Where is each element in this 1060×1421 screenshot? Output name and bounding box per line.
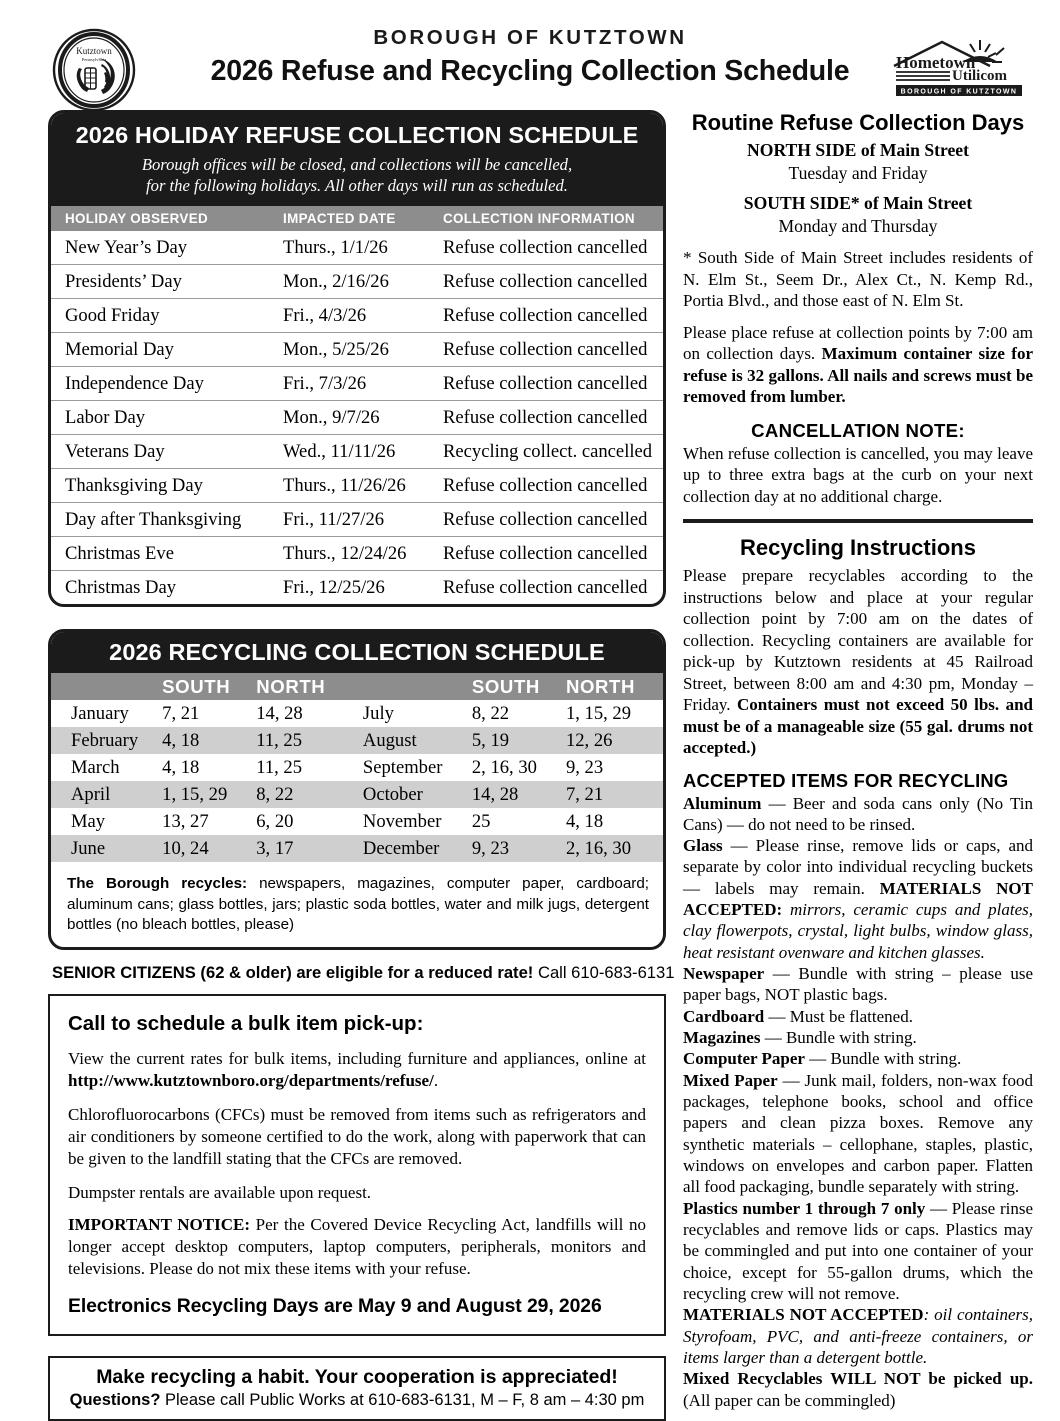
content-columns [0,110,1060,1421]
holiday-date: Wed., 11/11/26 [269,435,429,469]
hometown-utilicom-logo-icon [892,36,1026,100]
holiday-info: Refuse collection cancelled [429,469,663,503]
plastics-label: Plastics number 1 through 7 only [683,1198,926,1218]
bulk-heading: Call to schedule a bulk item pick-up: [68,1011,424,1035]
holiday-date: Fri., 11/27/26 [269,503,429,537]
recycling-month: September [362,756,443,778]
footer-questions-text: Please call Public Works at 610-683-6131, M – F, 8 am – 4:30 pm [160,1390,645,1409]
holiday-subtitle-line1: Borough offices will be closed, and collections will be cancelled, [141,155,573,174]
cardboard-text: — Must be flattened. [764,1006,913,1026]
mixed-paper-text: — Junk mail, folders, non-wax food packages, telephone books, school and office papers and clean pizza boxes. Remove any synthetic materials – cellophane, staples, plastic, windows on envelopes and carbon paper. Flatten all food packaging, bundle separately with string. [683,1070,1034,1197]
bulk-important-notice [68,1214,646,1280]
table-row [51,503,663,537]
magazines-text: — Bundle with string. [760,1028,917,1048]
mixed-paper-label: Mixed Paper [683,1070,778,1090]
holiday-date: Mon., 2/16/26 [269,265,429,299]
table-row [51,469,663,503]
accepted-item-mixed-paper [683,1070,1033,1198]
recycling-south-dates: 1, 15, 29 [162,781,256,808]
recycling-south-dates: 25 [471,810,491,832]
holiday-name: Independence Day [51,367,269,401]
recycling-table [51,673,663,862]
recycling-month: December [363,835,472,862]
recycling-month: January [71,702,129,724]
table-row [51,333,663,367]
holiday-date: Thurs., 12/24/26 [269,537,429,571]
holiday-name: Veterans Day [51,435,269,469]
south-side-footnote: * South Side of Main Street includes residents of N. Elm St., Seem Dr., Alex Ct., N. Kemp Rd., Portia Blvd., and those east of N. Elm St. [683,248,1033,310]
holiday-date: Mon., 9/7/26 [269,401,429,435]
holiday-info: Refuse collection cancelled [429,367,663,401]
south-side-info [683,193,1033,237]
recycling-month: February [51,727,162,754]
holiday-name: Christmas Eve [51,537,269,571]
recycling-south-dates: 14, 28 [472,781,566,808]
right-column [683,110,1033,1411]
recycling-north-dates: 11, 25 [256,756,303,778]
mixed-recyclables-notice [683,1368,1033,1411]
recycling-container-limits: Containers must not exceed 50 lbs. and must be of a manageable size (55 gal. drums not accepted.) [683,695,1034,757]
recycling-month: March [71,756,120,778]
aluminum-text: — Beer and soda cans only (No Tin Cans) — do not need to be rinsed. [683,793,1033,834]
recycling-north-dates: 6, 20 [256,810,294,832]
recycling-col-header-blank1 [51,673,162,700]
north-side-info [683,140,1033,184]
recycling-schedule-box [48,629,666,949]
holiday-subtitle-line2: for the following holidays. All other days will run as scheduled. [146,176,568,196]
recycling-north-dates: 7, 21 [566,781,663,808]
recycling-south-dates: 13, 27 [162,810,209,832]
holiday-schedule-box [48,110,666,607]
bulk-item-pickup-box [48,994,666,1336]
important-notice-text: Per the Covered Device Recycling Act, landfills will no longer accept desktop computers, laptop computers, peripherals, monitors and televisions. Please do not mix these items with your refuse. [68,1215,646,1279]
cancellation-note-heading: CANCELLATION NOTE: [751,419,965,441]
holiday-table [51,206,663,604]
cardboard-label: Cardboard [683,1006,765,1026]
recycling-north-dates: 2, 16, 30 [566,835,663,862]
holiday-name: New Year’s Day [51,231,269,265]
mixed-recyclables-rest: (All paper can be commingled) [683,1390,896,1410]
table-row [51,754,663,781]
holiday-info: Refuse collection cancelled [429,333,663,367]
footer-slogan: Make recycling a habit. Your cooperation is appreciated! [96,1365,618,1388]
senior-phone-text: Call 610-683-6131 [533,962,675,982]
computer-paper-text: — Bundle with string. [804,1049,962,1069]
table-row [51,537,663,571]
accepted-item-computer-paper [683,1048,1033,1069]
recycling-month: July [362,702,394,724]
recycling-south-dates: 4, 18 [162,727,256,754]
holiday-info: Refuse collection cancelled [429,537,663,571]
recycling-south-dates: 8, 22 [471,702,510,724]
senior-citizens-notice [52,962,675,983]
glass-not-accepted-items: mirrors, ceramic cups and plates, clay flowerpots, crystal, light bulbs, window glass, heat resistant ovenware and kitchen glasses. [683,900,1033,962]
table-row [51,401,663,435]
table-row [51,700,663,727]
borough-recycles-note [51,862,663,946]
holiday-name: Thanksgiving Day [51,469,269,503]
plastics-text: — Please rinse recyclables and remove lids or caps. Plastics may be commingled and put into one container of your choice, except for 55-gallon drums, which the recycling crew will not remove. [683,1198,1033,1304]
holiday-info: Refuse collection cancelled [429,401,663,435]
recycling-intro-text: Please prepare recyclables according to the instructions below and place at your regular collection point by 7:00 am on the dates of collection. Recycling containers are available for pick-up by Kutztown residents at 45 Railroad Street, between 8:00 am and 4:30 pm, Monday – Friday. [683,566,1033,714]
accepted-item-newspaper [683,963,1033,1006]
senior-bold-text: SENIOR CITIZENS (62 & older) are eligible for a reduced rate! [52,962,534,982]
recycling-north-dates: 14, 28 [256,702,303,724]
borough-recycles-text: newspapers, magazines, computer paper, cardboard; aluminum cans; glass bottles, jars; plastic soda bottles, water and milk jugs, detergent bottles (no bleach bottles, please) [67,875,649,933]
routine-collection-heading: Routine Refuse Collection Days [691,110,1025,135]
important-notice-label: IMPORTANT NOTICE: [68,1215,250,1235]
holiday-date: Thurs., 1/1/26 [269,231,429,265]
table-row [51,299,663,333]
holiday-col-header-info: COLLECTION INFORMATION [429,206,663,231]
table-row [51,367,663,401]
accepted-item-magazines [683,1027,1033,1048]
table-row [51,727,663,754]
holiday-date: Fri., 4/3/26 [269,299,429,333]
mixed-recyclables-bold: Mixed Recyclables WILL NOT be picked up. [683,1369,1033,1389]
holiday-info: Refuse collection cancelled [429,265,663,299]
bulk-rates-url[interactable]: http://www.kutztownboro.org/departments/refuse/ [68,1070,434,1090]
kutztown-borough-seal-icon [52,28,136,112]
holiday-date: Fri., 7/3/26 [269,367,429,401]
section-divider [683,519,1033,523]
plastics-not-accepted-items: : oil containers, Styrofoam, PVC, and anti-freeze containers, or items larger than a detergent bottle. [683,1305,1033,1368]
recycling-north-dates: 12, 26 [566,727,663,754]
svg-text:Hometown: Hometown [896,53,976,72]
recycling-south-dates: 7, 21 [162,702,200,724]
recycling-box-title: 2026 RECYCLING COLLECTION SCHEDULE [109,639,605,666]
holiday-name: Good Friday [51,299,269,333]
recycling-north-dates: 11, 25 [256,727,363,754]
recycling-month: November [362,810,442,832]
electronics-recycling-days: Electronics Recycling Days are May 9 and August 29, 2026 [68,1294,602,1317]
svg-text:Pennsylvania: Pennsylvania [81,57,107,62]
recycling-month: May [71,810,106,832]
recycling-south-dates: 4, 18 [162,756,200,778]
svg-text:Utilicom: Utilicom [952,68,1007,84]
holiday-name: Day after Thanksgiving [51,503,269,537]
refuse-placement-paragraph [683,322,1033,408]
borough-line: BOROUGH OF KUTZTOWN [373,26,687,49]
plastics-not-accepted-label: MATERIALS NOT ACCEPTED [683,1305,924,1325]
holiday-info: Refuse collection cancelled [443,576,648,598]
newspaper-label: Newspaper [683,964,765,984]
refuse-placement-text: Please place refuse at collection points by 7:00 am on collection days. [683,322,1033,363]
recycling-table-header-row [51,673,663,700]
bulk-cfc-paragraph: Chlorofluorocarbons (CFCs) must be removed from items such as refrigerators and air conditioners by someone certified to do the work, along with paperwork that can be given to the landfill stating that the CFCs are removed. [68,1104,646,1169]
table-row [51,835,663,862]
holiday-name: Presidents’ Day [51,265,269,299]
accepted-item-aluminum [683,793,1033,836]
glass-label: Glass [683,836,723,856]
bulk-dumpster-paragraph: Dumpster rentals are available upon request. [68,1183,372,1203]
borough-recycles-label: The Borough recycles: [67,875,248,893]
holiday-info: Refuse collection cancelled [429,231,663,265]
plastics-not-accepted [683,1304,1033,1368]
footer-message-box [48,1356,666,1421]
holiday-info: Recycling collect. cancelled [429,435,663,469]
recycling-instructions-heading: Recycling Instructions [740,535,976,560]
recycling-col-header-north2: NORTH [566,673,663,700]
computer-paper-label: Computer Paper [683,1049,805,1069]
north-side-days: Tuesday and Friday [788,163,928,183]
aluminum-label: Aluminum [683,793,762,813]
table-row [51,808,663,835]
south-side-label: SOUTH SIDE* of Main Street [743,193,973,213]
recycling-col-header-south2: SOUTH [472,673,566,700]
accepted-item-plastics [683,1198,1033,1305]
recycling-col-header-north1: NORTH [256,673,363,700]
newspaper-text: — Bundle with string – please use paper bags, NOT plastic bags. [683,964,1033,1005]
footer-questions-label: Questions? [69,1390,161,1409]
svg-text:Kutztown: Kutztown [76,46,112,56]
table-row [51,265,663,299]
refuse-container-rules: Maximum container size for refuse is 32 gallons. All nails and screws must be removed from lumber. [683,344,1033,406]
holiday-box-title: 2026 HOLIDAY REFUSE COLLECTION SCHEDULE [75,122,639,148]
south-side-days: Monday and Thursday [778,216,938,236]
recycling-north-dates: 8, 22 [256,781,363,808]
magazines-label: Magazines [683,1028,761,1048]
page-title: 2026 Refuse and Recycling Collection Schedule [210,55,850,87]
holiday-table-header-row [51,206,663,231]
recycling-month: April [51,781,162,808]
holiday-info: Refuse collection cancelled [429,503,663,537]
recycling-south-dates: 5, 19 [472,727,566,754]
holiday-box-subtitle [51,152,663,206]
recycling-north-dates: 1, 15, 29 [565,702,632,724]
holiday-name: Labor Day [51,401,269,435]
recycling-north-dates: 3, 17 [256,835,363,862]
holiday-name: Memorial Day [51,333,269,367]
accepted-item-cardboard [683,1006,1033,1027]
holiday-table-body [51,231,663,604]
svg-text:BOROUGH OF KUTZTOWN: BOROUGH OF KUTZTOWN [900,88,1018,96]
bulk-rates-paragraph [68,1048,646,1092]
recycling-month: October [363,781,472,808]
footer-questions-line [60,1391,654,1410]
accepted-items-heading: ACCEPTED ITEMS FOR RECYCLING [683,769,1009,791]
recycling-month: June [51,835,162,862]
recycling-south-dates: 10, 24 [162,835,256,862]
glass-not-accepted-label: MATERIALS NOT ACCEPTED: [683,878,1033,920]
accepted-item-glass [683,835,1033,963]
holiday-date: Fri., 12/25/26 [283,576,385,598]
holiday-col-header-date: IMPACTED DATE [269,206,429,231]
holiday-date: Thurs., 11/26/26 [269,469,429,503]
page-header [0,0,1060,110]
recycling-south-dates: 9, 23 [472,835,566,862]
holiday-col-header-holiday: HOLIDAY OBSERVED [51,206,269,231]
recycling-col-header-south1: SOUTH [162,673,256,700]
bulk-rates-period: . [433,1070,439,1090]
holiday-date: Mon., 5/25/26 [269,333,429,367]
recycling-north-dates: 9, 23 [565,756,604,778]
recycling-south-dates: 2, 16, 30 [471,756,537,778]
holiday-info: Refuse collection cancelled [429,299,663,333]
recycling-col-header-blank2 [363,673,472,700]
recycling-north-dates: 4, 18 [565,810,604,832]
table-row [51,781,663,808]
recycling-month: August [363,727,472,754]
left-column [48,110,675,1421]
recycling-intro-paragraph [683,565,1033,759]
north-side-label: NORTH SIDE of Main Street [747,140,969,160]
glass-text: — Please rinse, remove lids or caps, and separate by color into individual recycling buckets — labels may remain. [683,836,1033,898]
holiday-box-header [51,113,663,206]
table-row [51,435,663,469]
bulk-rates-text: View the current rates for bulk items, including furniture and appliances, online at [68,1048,646,1068]
cancellation-note-text: When refuse collection is cancelled, you may leave up to three extra bags at the curb on your next collection day at no additional charge. [683,443,1033,506]
table-row [51,571,663,605]
table-row [51,231,663,265]
holiday-name: Christmas Day [65,576,177,598]
recycling-box-header [51,632,663,673]
